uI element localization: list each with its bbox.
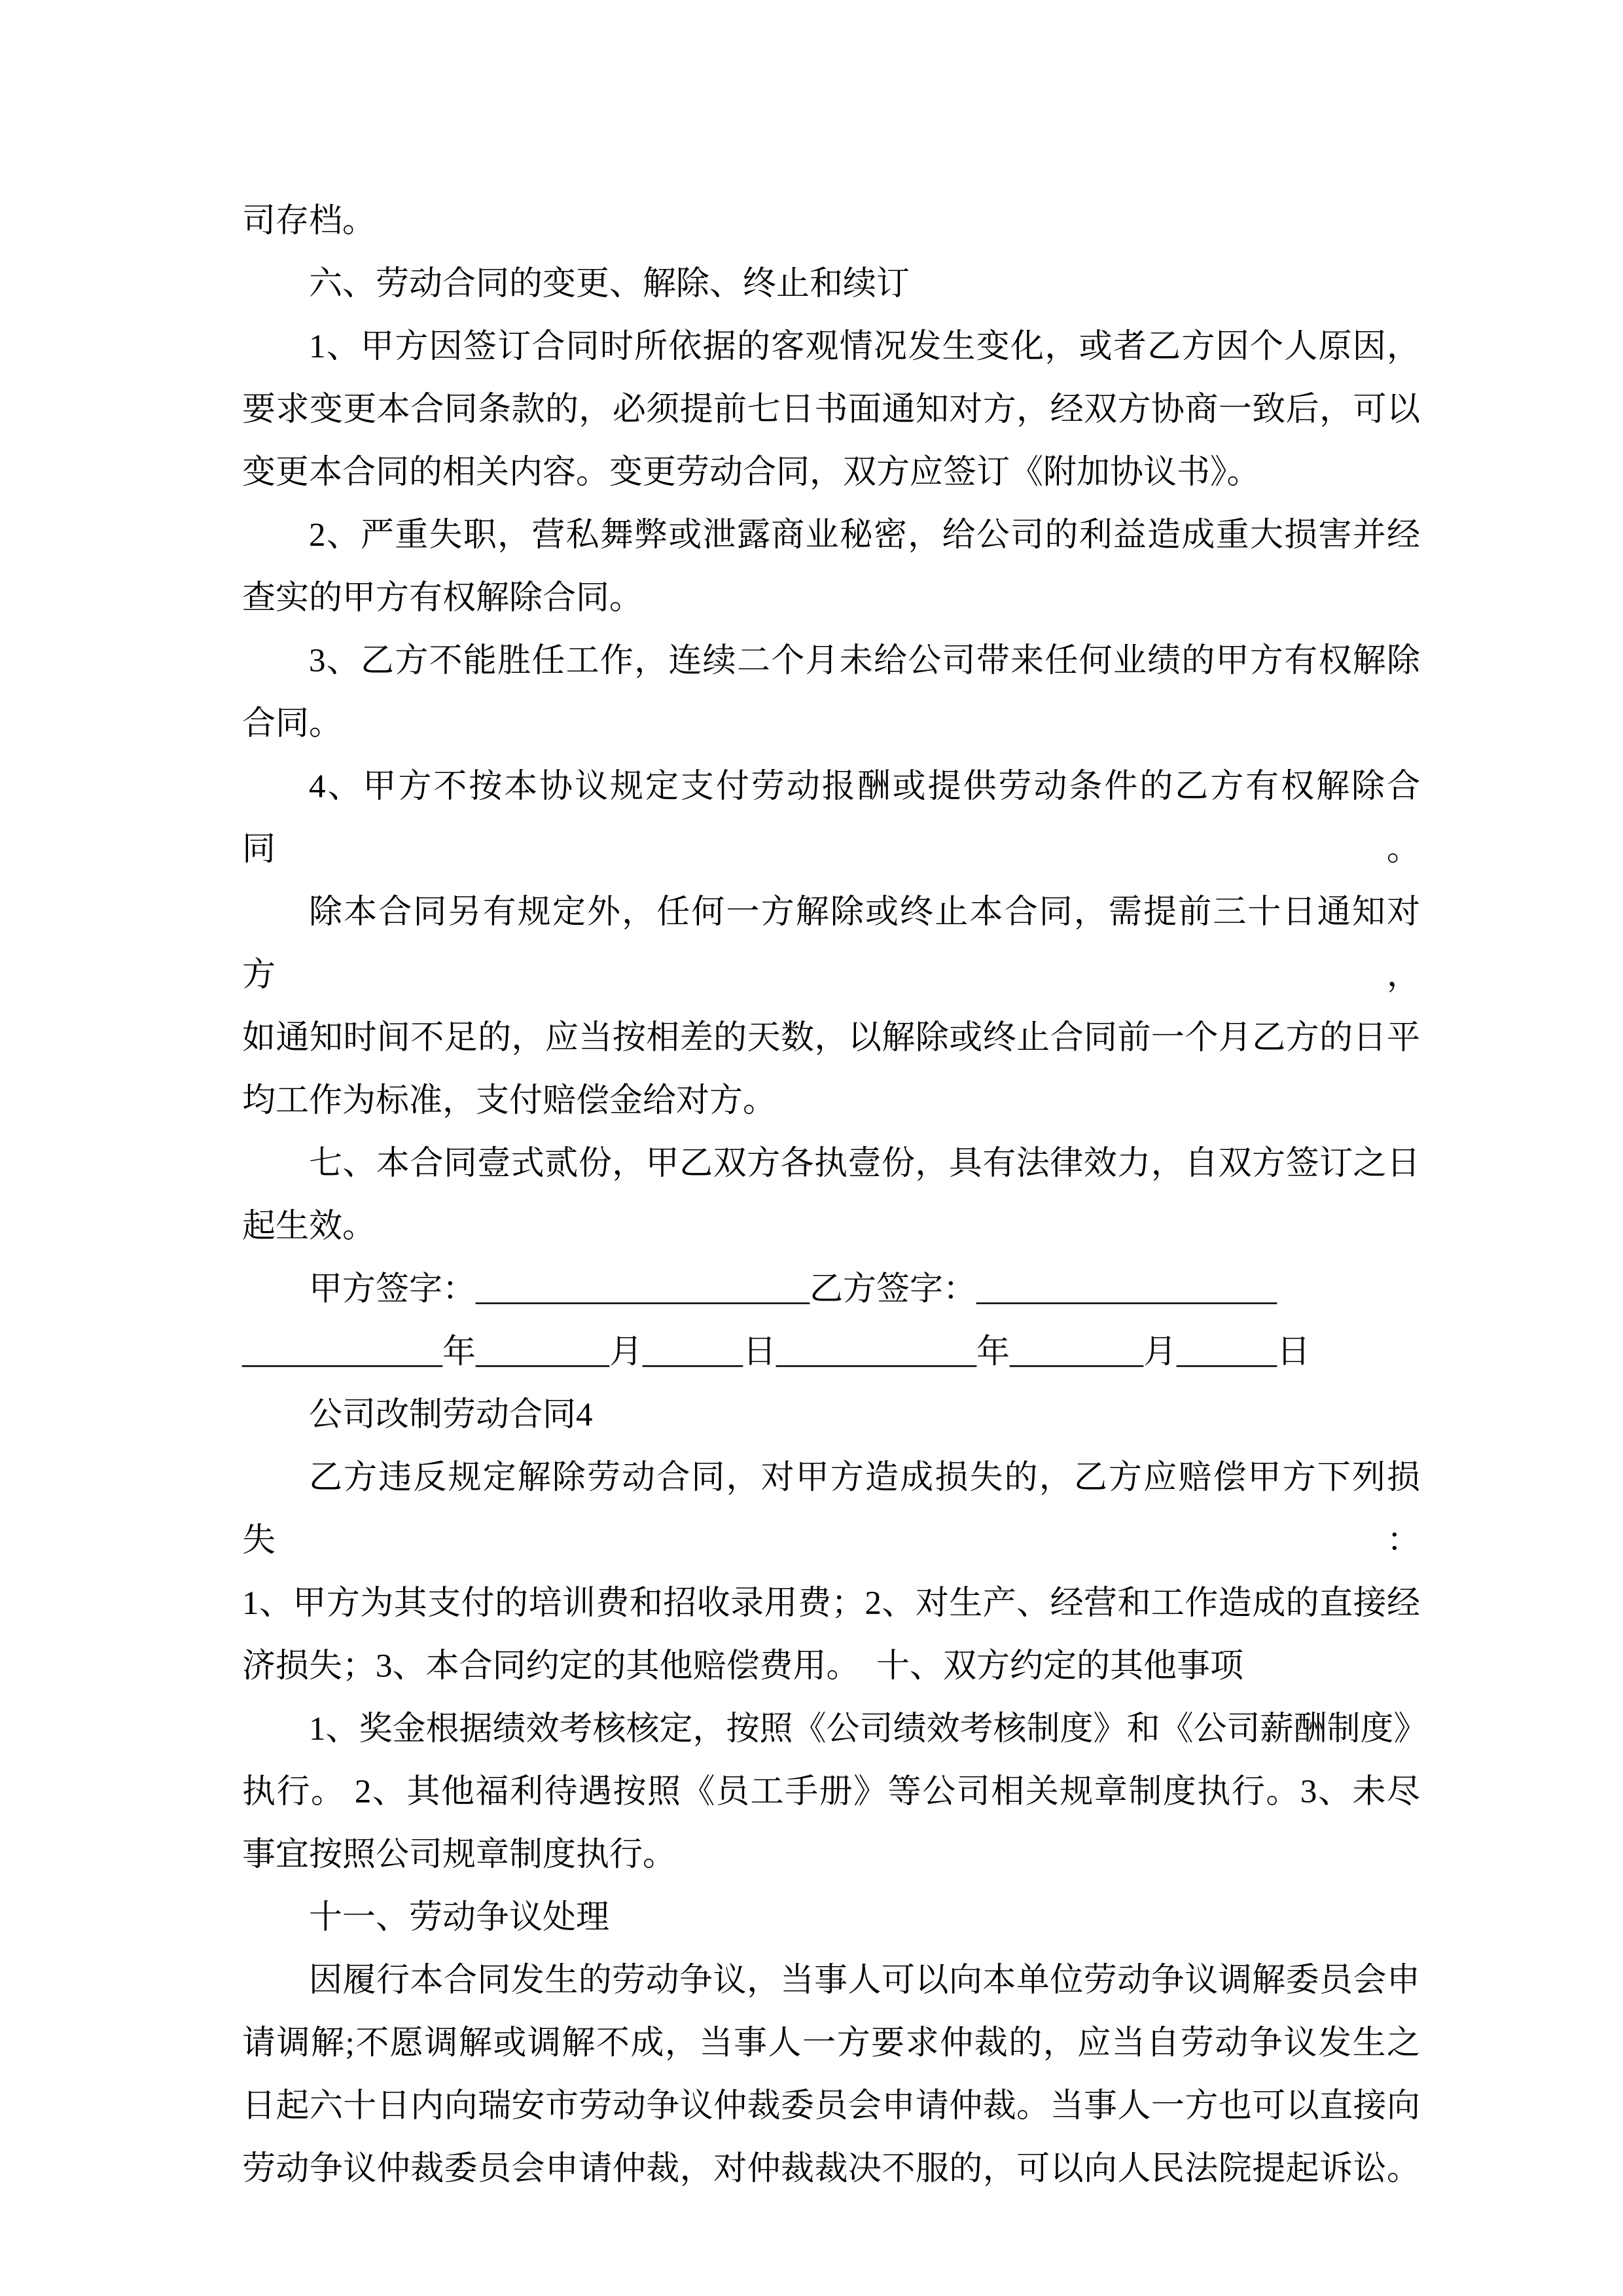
- doc-line: 3、乙方不能胜任工作，连续二个月未给公司带来任何业绩的甲方有权解除: [309, 643, 1420, 679]
- doc-line: 4、甲方不按本协议规定支付劳动报酬或提供劳动条件的乙方有权解除合同。: [242, 768, 1420, 868]
- doc-line: 1、奖金根据绩效考核核定，按照《公司绩效考核制度》和《公司薪酬制度》: [309, 1711, 1427, 1748]
- doc-line: 甲方签字：____________________乙方签字：__________________: [309, 1271, 1277, 1308]
- doc-line: 要求变更本合同条款的，必须提前七日书面通知对方，经双方协商一致后，可以: [242, 391, 1420, 428]
- doc-line: 济损失；3、本合同约定的其他赔偿费用。 十、双方约定的其他事项: [242, 1648, 1244, 1685]
- doc-line: ____________年________月______日____________年________月______日: [242, 1334, 1311, 1371]
- doc-line: 因履行本合同发生的劳动争议，当事人可以向本单位劳动争议调解委员会申: [309, 1962, 1420, 1999]
- doc-line: 变更本合同的相关内容。变更劳动合同，双方应签订《附加协议书》。: [242, 454, 1260, 491]
- doc-line: 起生效。: [242, 1208, 376, 1245]
- contract-body: [242, 190, 1427, 2200]
- doc-line: 1、甲方为其支付的培训费和招收录用费；2、对生产、经营和工作造成的直接经: [242, 1585, 1420, 1622]
- doc-line: 查实的甲方有权解除合同。: [242, 580, 643, 617]
- doc-line: 六、劳动合同的变更、解除、终止和续订: [309, 266, 910, 302]
- doc-line: 七、本合同壹式贰份，甲乙双方各执壹份，具有法律效力，自双方签订之日: [309, 1145, 1420, 1182]
- doc-line: 均工作为标准，支付赔偿金给对方。: [242, 1083, 777, 1119]
- doc-line: 请调解;不愿调解或调解不成，当事人一方要求仲裁的，应当自劳动争议发生之: [242, 2025, 1420, 2062]
- doc-line: 事宜按照公司规章制度执行。: [242, 1837, 677, 1873]
- doc-line: 如通知时间不足的，应当按相差的天数，以解除或终止合同前一个月乙方的日平: [242, 1020, 1420, 1056]
- doc-line: 乙方违反规定解除劳动合同，对甲方造成损失的，乙方应赔偿甲方下列损失：: [242, 1460, 1420, 1559]
- doc-line: 日起六十日内向瑞安市劳动争议仲裁委员会申请仲裁。当事人一方也可以直接向: [242, 2088, 1420, 2125]
- doc-line: 合同。: [242, 706, 343, 742]
- doc-line: 劳动争议仲裁委员会申请仲裁，对仲裁裁决不服的，可以向人民法院提起诉讼。: [242, 2151, 1420, 2187]
- doc-line: 公司改制劳动合同4: [309, 1397, 593, 1433]
- doc-line: 2、严重失职，营私舞弊或泄露商业秘密，给公司的利益造成重大损害并经: [309, 517, 1420, 554]
- doc-line: 除本合同另有规定外，任何一方解除或终止本合同，需提前三十日通知对方，: [242, 894, 1420, 994]
- doc-line: 十一、劳动争议处理: [309, 1899, 610, 1936]
- doc-line: 执行。 2、其他福利待遇按照《员工手册》等公司相关规章制度执行。3、未尽: [242, 1774, 1420, 1810]
- doc-line: 1、甲方因签订合同时所依据的客观情况发生变化，或者乙方因个人原因，: [309, 329, 1420, 365]
- doc-line: 司存档。: [242, 203, 376, 240]
